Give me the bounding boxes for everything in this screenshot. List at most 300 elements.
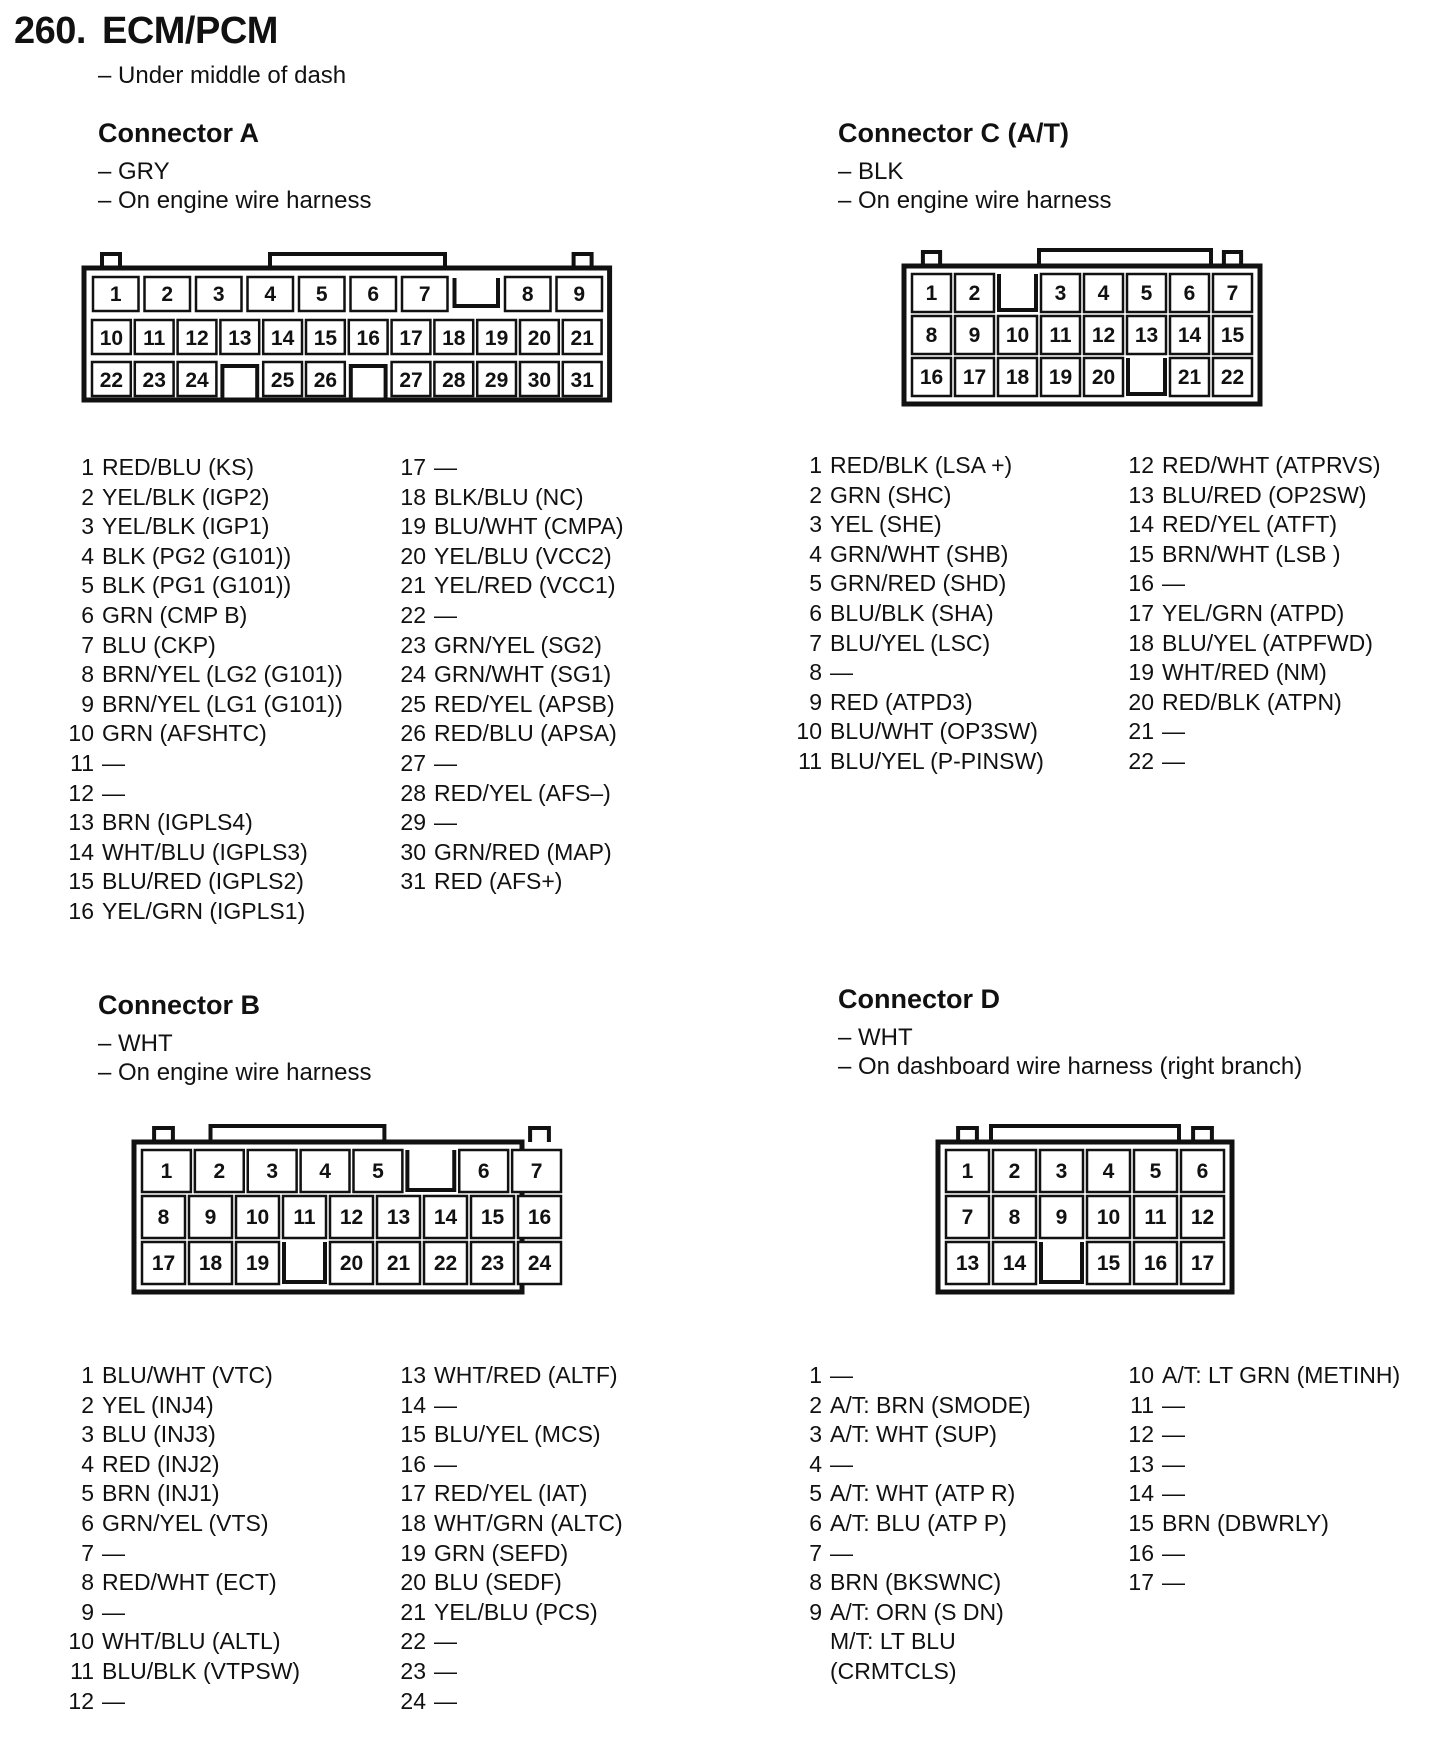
pin-number: 9: [809, 688, 822, 715]
pin-cavity-number: 21: [570, 327, 594, 350]
pin-row: [390, 512, 624, 542]
pin-description: BRN/WHT (LSB ): [1162, 540, 1341, 567]
pin-number: 20: [400, 1569, 426, 1596]
pin-number: 9: [809, 1598, 822, 1625]
pin-number: 8: [81, 661, 94, 688]
pin-cavity-number: 1: [160, 1160, 173, 1183]
pin-row: [786, 1479, 1031, 1509]
pin-row: [58, 542, 343, 572]
pin-description: YEL/BLK (IGP2): [102, 483, 270, 510]
pin-row: [1118, 688, 1381, 718]
pin-number: 5: [81, 572, 94, 599]
pin-cavity-number: 14: [270, 327, 295, 350]
connector-a-title: Connector A: [98, 118, 259, 148]
pin-cavity-number: 12: [1190, 1206, 1215, 1229]
pin-number: 27: [400, 749, 426, 776]
pin-description: —: [830, 659, 853, 686]
pin-cavity-number: 6: [367, 283, 380, 306]
pin-cavity-number: 23: [480, 1252, 505, 1275]
pin-number: 16: [1128, 1539, 1154, 1566]
connector-d-pin-list-col2: [1118, 1361, 1400, 1598]
component-location: – Under middle of dash: [98, 62, 347, 89]
connector-b-title: Connector B: [98, 990, 260, 1020]
pin-row: [786, 688, 1044, 718]
pin-description: GRN/RED (SHD): [830, 570, 1007, 597]
pin-row: [1118, 629, 1381, 659]
pin-number: 8: [81, 1569, 94, 1596]
pin-cavity-number: 1: [109, 283, 122, 306]
pin-row: [58, 1627, 300, 1657]
pin-row: [390, 1479, 623, 1509]
pin-cavity-number: 14: [433, 1206, 458, 1229]
connector-keyway: [999, 274, 1036, 310]
pin-number: 11: [70, 749, 94, 776]
pin-number: 24: [400, 661, 426, 688]
pin-number: 7: [809, 629, 822, 656]
connector-b-harness: – On engine wire harness: [98, 1059, 372, 1086]
pin-description: —: [102, 1539, 125, 1566]
pin-number: 6: [809, 599, 822, 626]
pin-number: 23: [400, 1657, 426, 1684]
pin-row: [390, 660, 624, 690]
pin-description: A/T: WHT (SUP): [830, 1421, 997, 1448]
connector-keyway: [455, 278, 499, 306]
pin-number: 21: [1128, 718, 1154, 745]
pin-description: YEL/BLU (VCC2): [434, 542, 612, 569]
pin-description: —: [434, 454, 457, 480]
pin-number: 14: [1128, 1480, 1154, 1507]
pin-number: 12: [1128, 1421, 1154, 1448]
pin-cavity-number: 21: [386, 1252, 411, 1275]
pin-description: RED/YEL (ATFT): [1162, 511, 1338, 538]
pin-row: [58, 838, 343, 868]
pin-number: 9: [81, 690, 94, 717]
connector-keyway: [222, 366, 257, 398]
pin-description: BRN (BKSWNC): [830, 1569, 1002, 1596]
pin-row: [786, 1361, 1031, 1391]
pin-number: 23: [400, 631, 426, 658]
pin-cavity-number: 28: [442, 369, 466, 392]
pin-description: —: [102, 1687, 125, 1714]
pin-row: [390, 1687, 623, 1717]
pin-row: [390, 1420, 623, 1450]
connector-d-title: Connector D: [838, 984, 1000, 1014]
pin-cavity-number: 8: [1008, 1206, 1021, 1229]
pin-row: [58, 867, 343, 897]
pin-cavity-number: 7: [530, 1160, 543, 1183]
pin-cavity-number: 13: [228, 327, 252, 350]
pin-row: [58, 483, 343, 513]
pin-cavity-number: 2: [213, 1160, 226, 1183]
pin-number: 5: [81, 1480, 94, 1507]
connector-keyway: [407, 1150, 454, 1190]
pin-number: 6: [81, 601, 94, 628]
pin-number: 7: [809, 1539, 822, 1566]
pin-row: [390, 690, 624, 720]
pin-number: 28: [400, 779, 426, 806]
pin-cavity-number: 7: [418, 283, 431, 306]
pin-number: 11: [798, 747, 822, 774]
pin-cavity-number: 20: [527, 327, 552, 350]
pin-description: —: [1162, 1450, 1185, 1477]
pin-row: [390, 1391, 623, 1421]
pin-cavity-number: 4: [264, 283, 277, 306]
pin-number: 18: [400, 1509, 426, 1536]
connector-c-harness: – On engine wire harness: [838, 187, 1112, 214]
pin-cavity-number: 12: [185, 327, 209, 350]
pin-cavity-number: 13: [386, 1206, 411, 1229]
pin-number: 16: [1128, 570, 1154, 597]
pin-cavity-number: 11: [293, 1206, 316, 1229]
pin-description: —: [102, 749, 125, 776]
pin-number: 19: [400, 513, 426, 540]
pin-row: [58, 1450, 300, 1480]
pin-cavity-number: 24: [527, 1252, 552, 1275]
pin-cavity-number: 11: [143, 327, 166, 350]
pin-number: 30: [400, 838, 426, 865]
pin-number: 31: [400, 868, 426, 895]
pin-row: [786, 569, 1044, 599]
pin-number: 11: [70, 1657, 94, 1684]
pin-row: [1118, 510, 1381, 540]
pin-description: BLU/YEL (MCS): [434, 1421, 601, 1448]
pin-description: RED/BLU (APSA): [434, 720, 617, 747]
pin-row: [786, 451, 1044, 481]
pin-row: [390, 542, 624, 572]
pin-row: [58, 1420, 300, 1450]
pin-number: 17: [400, 1480, 426, 1507]
pin-cavity-number: 8: [925, 324, 938, 347]
pin-number: 18: [400, 483, 426, 510]
pin-cavity-number: 7: [961, 1206, 974, 1229]
connector-guide-tab: [530, 1128, 549, 1142]
pin-row: [390, 867, 624, 897]
pin-number: 3: [809, 1421, 822, 1448]
pin-cavity-number: 9: [1055, 1206, 1068, 1229]
pin-cavity-number: 30: [527, 369, 552, 392]
pin-description: —: [434, 1657, 457, 1684]
pin-row: [1118, 1568, 1400, 1598]
pin-row: [786, 629, 1044, 659]
pin-cavity-number: 19: [484, 327, 509, 350]
pin-description: RED/YEL (APSB): [434, 690, 615, 717]
pin-number: 21: [400, 1598, 426, 1625]
pin-number: 4: [809, 540, 822, 567]
pin-description: —: [1162, 1480, 1185, 1507]
connector-d-color: – WHT: [838, 1024, 913, 1051]
pin-number: 17: [400, 454, 426, 480]
pin-number: 10: [68, 1628, 94, 1655]
connector-b-pin-list-col2: [390, 1361, 623, 1716]
pin-row: [390, 1598, 623, 1628]
pin-number: 4: [81, 1450, 94, 1477]
pin-description: GRN/YEL (SG2): [434, 631, 602, 658]
pin-cavity-number: 4: [1102, 1160, 1115, 1183]
pin-row: [1118, 1479, 1400, 1509]
pin-cavity-number: 16: [1143, 1252, 1168, 1275]
pin-row: [390, 601, 624, 631]
pin-number: 14: [68, 838, 94, 865]
pin-description: RED/BLU (KS): [102, 454, 255, 480]
pin-description: —: [434, 749, 457, 776]
pin-description: RED (ATPD3): [830, 688, 973, 715]
pin-description: —: [1162, 1421, 1185, 1448]
pin-cavity-number: 25: [270, 369, 295, 392]
pin-description: WHT/RED (ALTF): [434, 1362, 618, 1388]
pin-cavity-number: 7: [1226, 282, 1239, 305]
pin-number: 13: [1128, 1450, 1154, 1477]
pin-description: —: [1162, 1539, 1185, 1566]
pin-number: 4: [81, 542, 94, 569]
pin-row: [786, 1391, 1031, 1421]
pin-cavity-number: 10: [1005, 324, 1030, 347]
pin-row: [1118, 1391, 1400, 1421]
pin-number: 19: [1128, 659, 1154, 686]
pin-description: —: [1162, 1391, 1185, 1418]
pin-row: [1118, 540, 1381, 570]
pin-description: BRN (IGPLS4): [102, 809, 253, 836]
pin-row: [1118, 1509, 1400, 1539]
pin-row: [786, 540, 1044, 570]
pin-cavity-number: 14: [1177, 324, 1202, 347]
pin-row: [58, 1687, 300, 1717]
pin-cavity-number: 9: [968, 324, 981, 347]
pin-number: 7: [81, 631, 94, 658]
pin-cavity-number: 3: [212, 283, 225, 306]
pin-description: —: [434, 1450, 457, 1477]
pin-description: —: [434, 1391, 457, 1418]
pin-description: RED (INJ2): [102, 1450, 220, 1477]
pin-description: —: [1162, 747, 1185, 774]
pin-number: 22: [400, 1628, 426, 1655]
pin-cavity-number: 16: [527, 1206, 552, 1229]
pin-description: A/T: WHT (ATP R): [830, 1480, 1016, 1507]
pin-description: GRN (AFSHTC): [102, 720, 267, 747]
pin-cavity-number: 29: [484, 369, 509, 392]
pin-description: GRN/WHT (SG1): [434, 661, 612, 688]
pin-cavity-number: 3: [266, 1160, 279, 1183]
pin-number: 22: [1128, 747, 1154, 774]
pin-row: [1118, 451, 1381, 481]
pin-description: BRN/YEL (LG1 (G101)): [102, 690, 343, 717]
pin-row: [786, 747, 1044, 777]
pin-number: 15: [1128, 1509, 1154, 1536]
pin-number: 13: [68, 809, 94, 836]
pin-number: 2: [81, 1391, 94, 1418]
pin-row: [786, 1420, 1031, 1450]
pin-row: [390, 1509, 623, 1539]
pin-number: 15: [400, 1421, 426, 1448]
pin-row: [390, 483, 624, 513]
section-title: ECM/PCM: [101, 10, 278, 52]
pin-cavity-number: 3: [1055, 1160, 1068, 1183]
pin-description: BRN/YEL (LG2 (G101)): [102, 661, 343, 688]
pin-description: A/T: BRN (SMODE): [830, 1391, 1031, 1418]
pin-number: 10: [1128, 1362, 1154, 1388]
pin-cavity-number: 11: [1049, 324, 1072, 347]
pin-number: 6: [809, 1509, 822, 1536]
pin-description: YEL/BLK (IGP1): [102, 513, 270, 540]
connector-c-color: – BLK: [838, 158, 904, 185]
connector-a-pin-list-col1: [58, 453, 343, 927]
pin-number: 20: [400, 542, 426, 569]
pin-row: [58, 1361, 300, 1391]
pin-number: 9: [81, 1598, 94, 1625]
pin-cavity-number: 11: [1144, 1206, 1167, 1229]
pin-cavity-number: 6: [477, 1160, 490, 1183]
pin-number: 10: [796, 718, 822, 745]
pin-number: 5: [809, 1480, 822, 1507]
pin-description: RED/YEL (IAT): [434, 1480, 588, 1507]
pin-cavity-number: 17: [1190, 1252, 1215, 1275]
pin-description: GRN/YEL (VTS): [102, 1509, 269, 1536]
pin-row: [390, 1539, 623, 1569]
connector-a-face-diagram: [84, 252, 620, 410]
pin-description: —: [830, 1539, 853, 1566]
pin-description: BLU/YEL (LSC): [830, 629, 991, 656]
pin-description: —: [434, 601, 457, 628]
pin-cavity-number: 17: [399, 327, 423, 350]
pin-description: WHT/BLU (IGPLS3): [102, 838, 308, 865]
pin-row: [1118, 1450, 1400, 1480]
pin-cavity-number: 10: [99, 327, 124, 350]
pin-cavity-number: 17: [151, 1252, 176, 1275]
pin-cavity-number: 19: [245, 1252, 270, 1275]
pin-row: [58, 808, 343, 838]
pin-cavity-number: 26: [313, 369, 338, 392]
pin-row: [390, 749, 624, 779]
pin-row: [58, 1568, 300, 1598]
pin-row: [58, 571, 343, 601]
pin-number: 12: [1128, 452, 1154, 478]
connector-a-harness: – On engine wire harness: [98, 187, 372, 214]
pin-cavity-number: 6: [1196, 1160, 1209, 1183]
pin-cavity-number: 15: [1220, 324, 1245, 347]
pin-cavity-number: 14: [1002, 1252, 1027, 1275]
pin-description: —: [102, 779, 125, 806]
pin-description: BLK/BLU (NC): [434, 483, 584, 510]
pin-number: 12: [68, 1687, 94, 1714]
connector-c-pin-list-col2: [1118, 451, 1381, 777]
pin-row: [1118, 569, 1381, 599]
pin-description: RED/WHT (ECT): [102, 1569, 277, 1596]
pin-number: 8: [809, 659, 822, 686]
pin-row: [390, 838, 624, 868]
pin-row: [390, 1361, 623, 1391]
pin-cavity-number: 15: [1096, 1252, 1121, 1275]
pin-description: BLK (PG1 (G101)): [102, 572, 292, 599]
pin-number: 3: [81, 1421, 94, 1448]
pin-description: BLU/YEL (ATPFWD): [1162, 629, 1373, 656]
pin-number: 19: [400, 1539, 426, 1566]
pin-description: GRN/WHT (SHB): [830, 540, 1009, 567]
pin-cavity-number: 4: [319, 1160, 331, 1183]
pin-row: [390, 631, 624, 661]
pin-description: RED (AFS+): [434, 868, 563, 895]
pin-cavity-number: 18: [198, 1252, 223, 1275]
pin-row: [390, 779, 624, 809]
pin-row: [58, 1539, 300, 1569]
pin-number: 1: [81, 454, 94, 480]
pin-number: 1: [809, 1362, 822, 1388]
pin-row: [58, 1391, 300, 1421]
pin-cavity-number: 24: [185, 369, 209, 392]
pin-number: 2: [809, 1391, 822, 1418]
pin-number: 21: [400, 572, 426, 599]
pin-row: [786, 481, 1044, 511]
pin-description: —: [1162, 1569, 1185, 1596]
pin-number: 14: [1128, 511, 1154, 538]
pin-cavity-number: 9: [204, 1206, 217, 1229]
pin-description: WHT/GRN (ALTC): [434, 1509, 623, 1536]
pin-row: [58, 1509, 300, 1539]
pin-row: [786, 658, 1044, 688]
connector-b-color: – WHT: [98, 1030, 173, 1057]
pin-description: BLU/WHT (VTC): [102, 1362, 273, 1388]
pin-row: [58, 1479, 300, 1509]
connector-c-face-diagram: [904, 248, 1256, 404]
pin-row: [58, 660, 343, 690]
pin-description: RED/YEL (AFS–): [434, 779, 611, 806]
pin-cavity-number: 10: [245, 1206, 270, 1229]
pin-number: 26: [400, 720, 426, 747]
pin-cavity-number: 16: [919, 366, 944, 389]
pin-cavity-number: 8: [521, 283, 534, 306]
pin-row: [1118, 481, 1381, 511]
pin-row: [390, 571, 624, 601]
pin-cavity-number: 1: [925, 282, 938, 305]
pin-number: 3: [81, 513, 94, 540]
pin-row: [58, 897, 343, 927]
pin-description: BLU/BLK (VTPSW): [102, 1657, 301, 1684]
pin-cavity-number: 27: [399, 369, 423, 392]
pin-cavity-number: 12: [1091, 324, 1116, 347]
section-number: 260.: [14, 10, 86, 52]
pin-number: 4: [809, 1450, 822, 1477]
pin-cavity-number: 2: [161, 283, 174, 306]
page-title: [14, 10, 278, 53]
pin-description: YEL (INJ4): [102, 1391, 214, 1418]
pin-row: [390, 1657, 623, 1687]
pin-cavity-number: 8: [157, 1206, 170, 1229]
pin-description: RED/WHT (ATPRVS): [1162, 452, 1381, 478]
connector-keyway: [351, 366, 386, 398]
pin-number: 22: [400, 601, 426, 628]
pin-description: BLU/YEL (P-PINSW): [830, 747, 1044, 774]
pin-number: 12: [68, 779, 94, 806]
pin-number: 16: [400, 1450, 426, 1477]
connector-keyway: [1128, 358, 1165, 394]
pin-cavity-number: 1: [961, 1160, 974, 1183]
pin-row: [390, 1568, 623, 1598]
pin-description: RED/BLK (ATPN): [1162, 688, 1342, 715]
pin-cavity-number: 5: [1149, 1160, 1162, 1183]
pin-number: 29: [400, 809, 426, 836]
pin-description: —: [1162, 570, 1185, 597]
pin-cavity-number: 12: [339, 1206, 364, 1229]
pin-row: [786, 1598, 1031, 1687]
pin-row: [1118, 1539, 1400, 1569]
pin-cavity-number: 20: [339, 1252, 364, 1275]
pin-row: [1118, 1361, 1400, 1391]
pin-description: A/T: LT GRN (METINH): [1162, 1362, 1401, 1388]
pin-description: A/T: ORN (S DN) M/T: LT BLU (CRMTCLS): [830, 1598, 1004, 1684]
pin-description: YEL/GRN (IGPLS1): [102, 897, 306, 924]
pin-cavity-number: 22: [1220, 366, 1245, 389]
connector-b-face-diagram: [132, 1124, 570, 1300]
pin-description: YEL/RED (VCC1): [434, 572, 616, 599]
pin-cavity-number: 13: [1134, 324, 1159, 347]
